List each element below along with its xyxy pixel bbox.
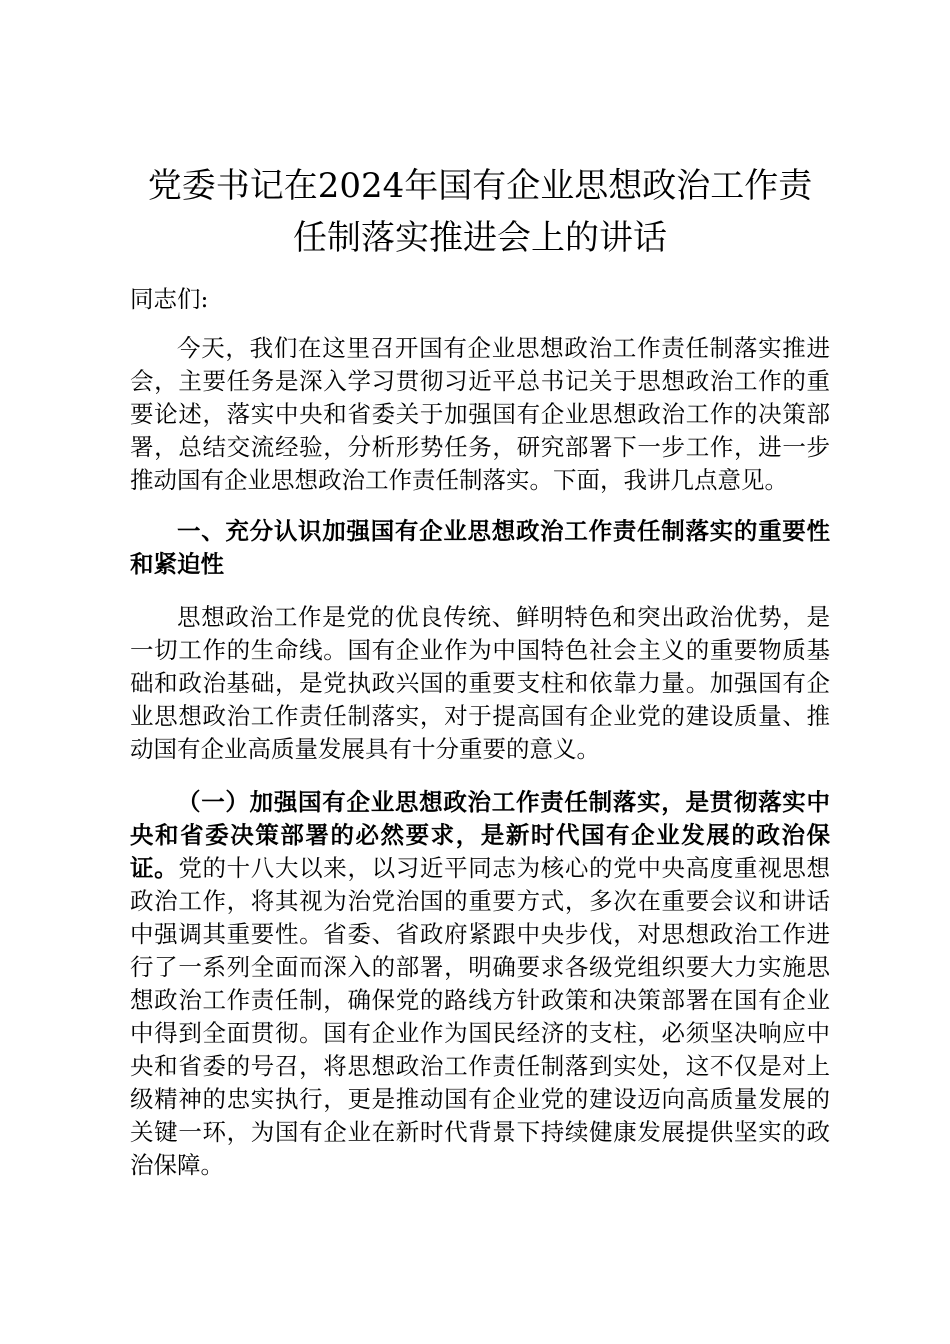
subsection-1-body: 党的十八大以来，以习近平同志为核心的党中央高度重视思想政治工作，将其视为治党治国的重要方式，多次在重要会议和讲话中强调其重要性。省委、省政府紧跟中央步伐，对思想政治工作进行了一系列全面而深入的部署，明确要求各级党组织要大力实施思想政治工作责任制，确保党的路线方针政策和决策部署在国有企业中得到全面贯彻。国有企业作为国民经济的支柱，必须坚决响应中央和省委的号召，将思想政治工作责任制落到实处，这不仅是对上级精神的忠实执行，更是推动国有企业党的建设迈向高质量发展的关键一环，为国有企业在新时代背景下持续健康发展提供坚实的政治保障。 bbox=[130, 854, 831, 1179]
subsection-1-paragraph bbox=[130, 786, 830, 1182]
section-1-paragraph: 思想政治工作是党的优良传统、鲜明特色和突出政治优势，是一切工作的生命线。国有企业作为中国特色社会主义的重要物质基础和政治基础，是党执政兴国的重要支柱和依靠力量。加强国有企业思想政治工作责任制落实，对于提高国有企业党的建设质量、推动国有企业高质量发展具有十分重要的意义。 bbox=[130, 603, 830, 763]
document-title bbox=[130, 160, 830, 264]
intro-paragraph: 今天，我们在这里召开国有企业思想政治工作责任制落实推进会，主要任务是深入学习贯彻习近平总书记关于思想政治工作的重要论述，落实中央和省委关于加强国有企业思想政治工作的决策部署，总结交流经验，分析形势任务，研究部署下一步工作，进一步推动国有企业思想政治工作责任制落实。下面，我讲几点意见。 bbox=[130, 334, 830, 494]
title-line-2: 任制落实推进会上的讲话 bbox=[293, 218, 667, 258]
subsection-1-lead: （一）加强国有企业思想政治工作责任制落实，是贯彻落实中央和省委决策部署的必然要求，是新时代国有企业发展的政治保证。 bbox=[130, 788, 830, 882]
salutation: 同志们: bbox=[130, 285, 209, 313]
section-1-heading: 一、充分认识加强国有企业思想政治工作责任制落实的重要性和紧迫性 bbox=[130, 517, 830, 578]
document-page bbox=[130, 160, 830, 1182]
title-line-1: 党委书记在2024年国有企业思想政治工作责 bbox=[147, 166, 813, 206]
